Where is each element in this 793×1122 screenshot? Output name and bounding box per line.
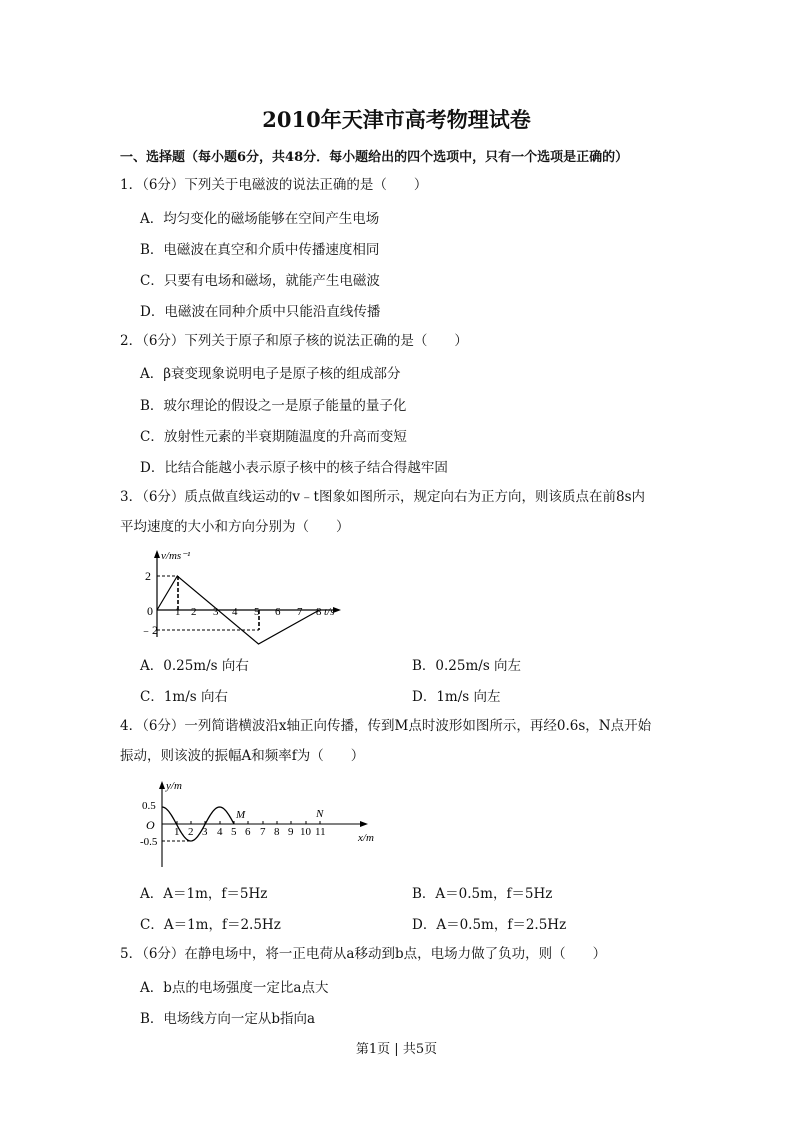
wave-ytick-neg: -0.5 [140,836,158,848]
question-4-option-b[interactable]: B．A＝0.5m，f＝5Hz [412,886,553,902]
page-title: 2010年天津市高考物理试卷 [262,107,531,132]
wave-y-arrow [159,781,165,789]
vt-xtick-5: 5 [254,606,260,618]
question-4-option-d[interactable]: D．A＝0.5m，f＝2.5Hz [412,917,567,933]
wave-point-n: N [316,808,324,820]
wave-xlabel: x/m [358,832,374,844]
vt-xtick-8: 8 [316,606,322,618]
wave-xtick-3: 3 [202,826,208,838]
question-1-option-c[interactable]: C．只要有电场和磁场，就能产生电磁波 [140,273,380,289]
wave-xtick-1: 1 [174,826,180,838]
question-4-stem-line1: 4．（6分）一列简谐横波沿x轴正向传播，传到M点时波形如图所示，再经0.6s，N点开始 [120,718,652,734]
question-2-option-c[interactable]: C．放射性元素的半衰期随温度的升高而变短 [140,429,407,445]
vt-y-arrow [154,550,160,558]
wave-origin: O [146,818,155,832]
vt-ylabel: v/ms⁻¹ [161,550,191,562]
wave-xtick-5: 5 [231,826,237,838]
wave-x-arrow [360,821,368,827]
question-3-option-a[interactable]: A．0.25m/s 向右 [140,658,249,674]
vt-xtick-4: 4 [232,606,238,618]
wave-xtick-8: 8 [274,826,280,838]
wave-ytick-pos: 0.5 [142,800,156,812]
question-3-stem-line2: 平均速度的大小和方向分别为（ ） [120,519,350,535]
wave-graph [140,775,385,871]
question-3-option-c[interactable]: C．1m/s 向右 [140,689,228,705]
vt-xlabel: t/s [324,606,335,618]
wave-xtick-6: 6 [245,826,251,838]
question-5-option-a[interactable]: A．b点的电场强度一定比a点大 [140,980,329,996]
vt-xtick-7: 7 [297,606,303,618]
vt-graph [140,545,350,645]
page-footer: 第1页 | 共5页 [355,1042,438,1057]
wave-xtick-2: 2 [188,826,194,838]
vt-xtick-1: 1 [175,606,181,618]
wave-xtick-4: 4 [217,826,223,838]
vt-ytick-2: 2 [145,569,151,583]
vt-ytick-neg2: ﹣2 [140,623,159,637]
question-2-option-a[interactable]: A．β衰变现象说明电子是原子核的组成部分 [140,366,401,382]
question-2-option-d[interactable]: D．比结合能越小表示原子核中的核子结合得越牢固 [140,460,448,476]
vt-xtick-6: 6 [275,606,281,618]
wave-xtick-7: 7 [260,826,266,838]
question-1-option-b[interactable]: B．电磁波在真空和介质中传播速度相同 [140,242,380,258]
section-heading: 一、选择题（每小题6分，共48分．每小题给出的四个选项中，只有一个选项是正确的） [120,150,629,165]
question-1-stem: 1．（6分）下列关于电磁波的说法正确的是（ ） [120,177,428,193]
wave-ylabel: y/m [166,780,182,792]
vt-xtick-2: 2 [191,606,197,618]
vt-xtick-3: 3 [213,606,219,618]
vt-origin: 0 [147,604,153,618]
question-1-option-a[interactable]: A．均匀变化的磁场能够在空间产生电场 [140,211,380,227]
question-3-stem-line1: 3．（6分）质点做直线运动的v﹣t图象如图所示，规定向右为正方向，则该质点在前8s内 [120,489,645,505]
question-4-option-a[interactable]: A．A＝1m，f＝5Hz [140,886,268,902]
wave-xtick-11: 11 [315,826,326,838]
question-3-option-b[interactable]: B．0.25m/s 向左 [412,658,522,674]
question-2-stem: 2．（6分）下列关于原子和原子核的说法正确的是（ ） [120,333,468,349]
question-4-option-c[interactable]: C．A＝1m，f＝2.5Hz [140,917,281,933]
question-4-stem-line2: 振动，则该波的振幅A和频率f为（ ） [120,748,365,764]
question-1-option-d[interactable]: D．电磁波在同种介质中只能沿直线传播 [140,304,381,320]
question-2-option-b[interactable]: B．玻尔理论的假设之一是原子能量的量子化 [140,398,407,414]
question-5-stem: 5．（6分）在静电场中，将一正电荷从a移动到b点，电场力做了负功，则（ ） [120,946,607,962]
question-3-option-d[interactable]: D．1m/s 向左 [412,689,501,705]
question-5-option-b[interactable]: B．电场线方向一定从b指向a [140,1011,316,1027]
wave-xtick-10: 10 [300,826,311,838]
wave-xtick-9: 9 [288,826,294,838]
wave-point-m: M [236,809,246,821]
